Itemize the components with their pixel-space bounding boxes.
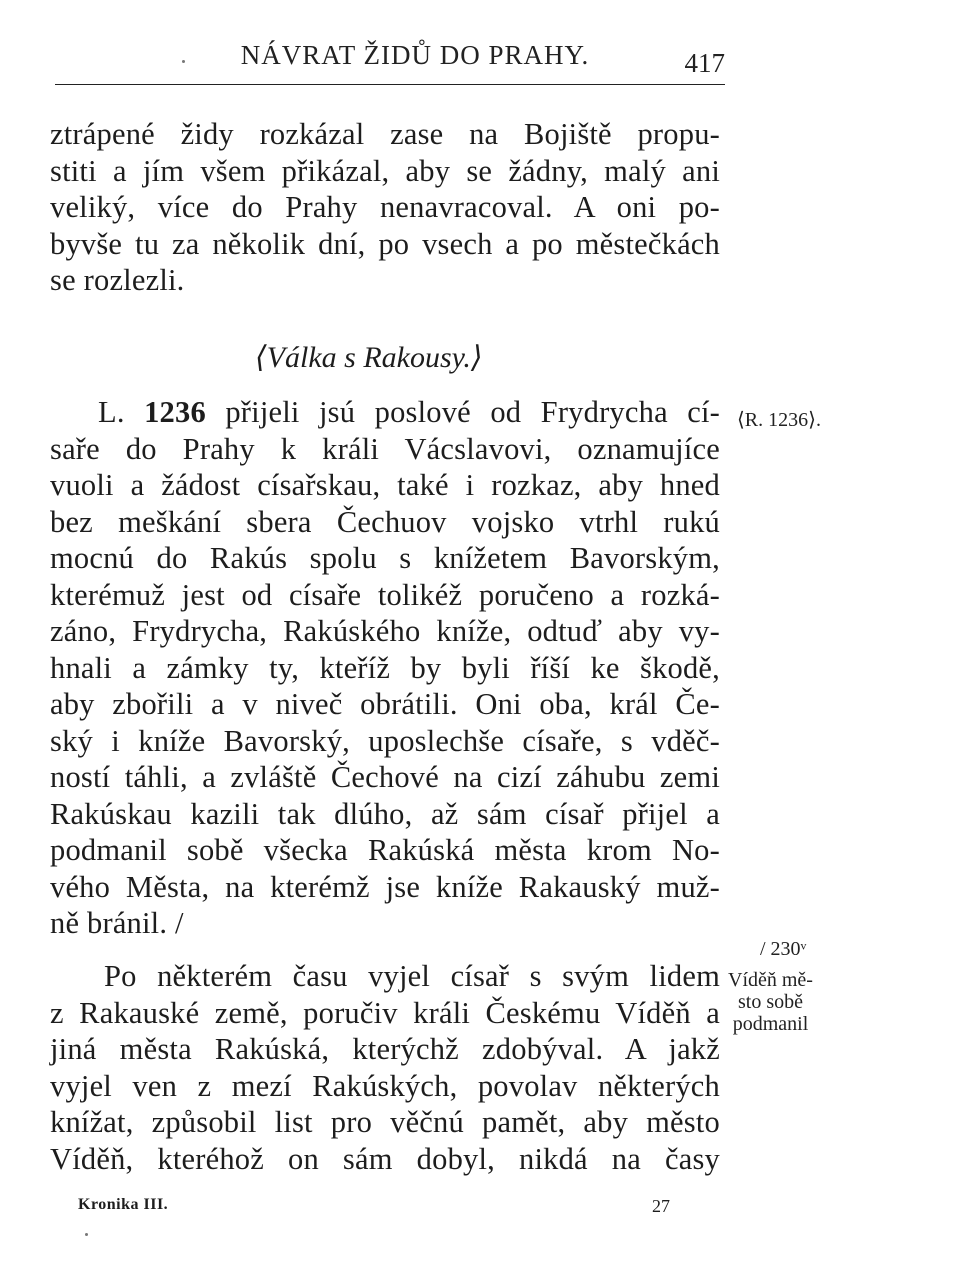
running-title: NÁVRAT ŽIDŮ DO PRAHY.: [240, 40, 590, 70]
year-number: 1236: [144, 395, 206, 429]
text-line: knížat, způsobil list pro věčnú pamět, aby město: [50, 1105, 720, 1139]
print-speck: [182, 60, 185, 63]
text-line: mocnú do Rakús spolu s knížetem Bavorským,: [50, 541, 720, 575]
footer-signature: Kronika III.: [78, 1196, 169, 1213]
text-line: Víděň, kteréhož on sám dobyl, nikdá na časy: [50, 1141, 720, 1176]
text-line: Rakúskau kazili tak dlúho, až sám císař přijel a: [50, 796, 720, 831]
margin-note-folio: / 230ᵛ: [760, 938, 807, 960]
footer-sheet-number: 27: [652, 1196, 670, 1216]
text-line: jiná města Rakúská, kterýchž zdobýval. A jakž: [50, 1032, 720, 1066]
text-line: ztrápené židy rozkázal zase na Bojiště propu-: [50, 117, 720, 151]
text-line: z Rakauské země, poručiv králi Českému Víděň a: [50, 995, 720, 1030]
text-line: stiti a jím všem přikázal, aby se žádny, malý ani: [50, 153, 720, 188]
text-line: aby zbořili a v niveč obrátili. Oni oba, král Če-: [50, 687, 720, 721]
text-line: záno, Frydrycha, Rakúského kníže, odtuď aby vy-: [50, 614, 720, 648]
text-line: podmanil sobě všecka Rakúská města krom No-: [50, 833, 720, 867]
text-line: byvše tu za několik dní, po vsech a po městečkách: [50, 226, 720, 261]
text-line: vého Města, na kterémž jse kníže Rakauský muž-: [50, 869, 720, 904]
margin-note-line: podmanil: [732, 1013, 809, 1035]
paragraph-3: [50, 958, 720, 1177]
paragraph-2: [50, 394, 720, 942]
running-header: [55, 38, 725, 85]
text-line: kterémuž jest od císaře tolikéž poručeno a rozká-: [50, 577, 720, 612]
section-heading: ⟨Válka s Rakousy.⟩: [255, 341, 483, 374]
margin-note-line: Víděň mě-: [728, 969, 813, 991]
margin-note-line: sto sobě: [737, 991, 803, 1013]
paragraph-lead: L.: [98, 395, 125, 429]
text-line: ský i kníže Bavorský, uposlechše císaře, s vděč-: [50, 723, 720, 758]
text-line: saře do Prahy k králi Vácslavovi, oznamujíce: [50, 431, 720, 466]
text-line: ně bránil. /: [50, 906, 184, 940]
text-line: bez meškání sbera Čechuov vojsko vtrhl rukú: [50, 504, 720, 539]
paragraph-1: [50, 116, 720, 299]
text-line: se rozlezli.: [50, 263, 185, 297]
text-line-first: [50, 394, 720, 431]
text-fragment: přijeli jsú poslové od Frydrycha cí-: [205, 395, 721, 429]
margin-note-year: ⟨R. 1236⟩.: [737, 409, 821, 431]
text-line: ností táhli, a zvláště Čechové na cizí záhubu zemi: [50, 760, 720, 794]
text-line: veliký, více do Prahy nenavracoval. A oni po-: [50, 190, 720, 224]
margin-note-vienna: [728, 969, 813, 1035]
page-number: 417: [684, 48, 725, 78]
text-line: vuoli a žádost císařskau, také i rozkaz, aby hned: [50, 468, 720, 502]
text-line: vyjel ven z mezí Rakúských, povolav některých: [50, 1068, 720, 1103]
text-line: Po některém času vyjel císař s svým lidem: [104, 959, 720, 993]
text-line: hnali a zámky ty, kteříž by byli říší ke škodě,: [50, 650, 720, 685]
print-speck: [85, 1233, 88, 1236]
